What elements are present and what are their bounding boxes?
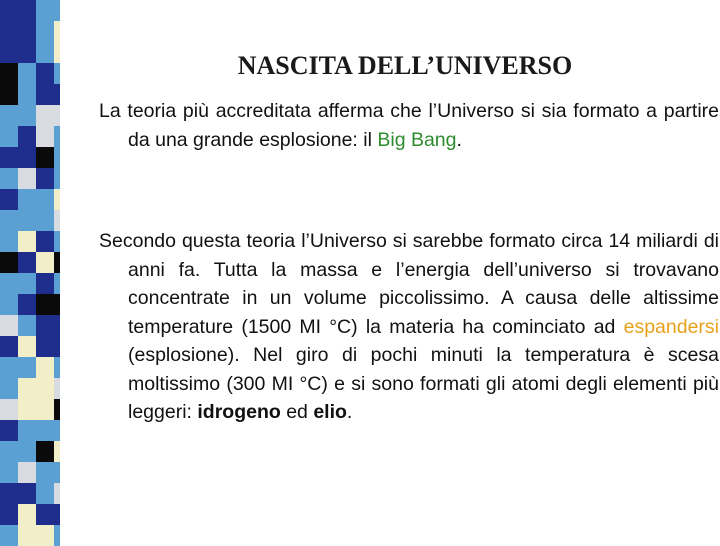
stripe-block: [36, 21, 54, 42]
paragraph2-end: .: [346, 401, 353, 423]
decorative-stripe: [0, 0, 70, 540]
stripe-block: [54, 105, 60, 126]
stripe-block: [36, 189, 54, 210]
stripe-block: [18, 357, 36, 378]
stripe-block: [54, 420, 60, 441]
stripe-block: [0, 0, 18, 21]
stripe-block: [18, 378, 36, 399]
stripe-block: [36, 483, 54, 504]
stripe-block: [18, 84, 36, 105]
stripe-block: [0, 315, 18, 336]
stripe-block: [0, 462, 18, 483]
stripe-block: [54, 21, 60, 42]
stripe-block: [18, 252, 36, 273]
stripe-block: [0, 189, 18, 210]
stripe-block: [0, 399, 18, 420]
stripe-block: [54, 63, 60, 84]
stripe-block: [0, 63, 18, 84]
espandersi-highlight: espandersi: [623, 315, 719, 338]
stripe-block: [0, 105, 18, 126]
stripe-block: [18, 210, 36, 231]
stripe-block: [36, 441, 54, 462]
stripe-block: [36, 462, 54, 483]
paragraph2-text-start: Secondo questa teoria l’Universo si sarebbe formato circa 14 miliardi di anni fa. Tutta la massa e l’energia dell’universo si trovavano concentrate in un volume piccolissimo. A causa delle altissime temperature (1500 MI °C) la materia ha cominciato ad: [99, 230, 719, 338]
stripe-block: [18, 315, 36, 336]
stripe-block: [18, 420, 36, 441]
stripe-block: [54, 42, 60, 63]
stripe-block: [36, 168, 54, 189]
stripe-block: [0, 504, 18, 525]
stripe-block: [36, 294, 54, 315]
stripe-block: [54, 399, 60, 420]
stripe-block: [0, 357, 18, 378]
stripe-block: [18, 336, 36, 357]
stripe-block: [18, 189, 36, 210]
stripe-block: [54, 483, 60, 504]
stripe-block: [36, 0, 54, 21]
stripe-block: [36, 126, 54, 147]
stripe-block: [54, 0, 60, 21]
stripe-block: [54, 147, 60, 168]
stripe-block: [54, 294, 60, 315]
conjunction-text: ed: [280, 401, 314, 423]
stripe-block: [36, 210, 54, 231]
stripe-block: [0, 525, 18, 546]
stripe-block: [54, 525, 60, 546]
stripe-block: [18, 441, 36, 462]
stripe-block: [36, 252, 54, 273]
stripe-block: [0, 168, 18, 189]
paragraph1-text: La teoria più accreditata afferma che l’Universo si sia formato a partire da una grande esplosione: il: [99, 100, 719, 151]
stripe-block: [54, 462, 60, 483]
stripe-block: [36, 336, 54, 357]
stripe-block: [0, 336, 18, 357]
stripe-block: [0, 378, 18, 399]
stripe-block: [18, 147, 36, 168]
stripe-block: [18, 126, 36, 147]
stripe-block: [54, 441, 60, 462]
stripe-block: [36, 420, 54, 441]
stripe-block: [18, 42, 36, 63]
stripe-block: [0, 147, 18, 168]
paragraph2-text-middle: (esplosione). Nel giro di pochi minuti la temperatura è scesa moltissimo (300 MI °C) e si sono formati gli atomi degli elementi più leggeri:: [128, 344, 719, 423]
stripe-block: [36, 105, 54, 126]
stripe-block: [18, 0, 36, 21]
stripe-block: [0, 294, 18, 315]
stripe-block: [0, 126, 18, 147]
stripe-block: [18, 483, 36, 504]
stripe-block: [54, 84, 60, 105]
stripe-block: [54, 357, 60, 378]
idrogeno-bold: idrogeno: [197, 401, 281, 423]
stripe-block: [54, 252, 60, 273]
stripe-block: [18, 504, 36, 525]
stripe-block: [36, 525, 54, 546]
stripe-block: [18, 399, 36, 420]
stripe-block: [18, 294, 36, 315]
stripe-block: [0, 231, 18, 252]
stripe-block: [54, 273, 60, 294]
stripe-block: [36, 84, 54, 105]
paragraph-big-bang: [99, 97, 719, 154]
stripe-block: [36, 504, 54, 525]
stripe-block: [18, 273, 36, 294]
stripe-block: [54, 378, 60, 399]
paragraph-formation: [99, 227, 719, 427]
stripe-block: [18, 462, 36, 483]
stripe-block: [0, 84, 18, 105]
stripe-block: [54, 231, 60, 252]
paragraph1-end: .: [456, 128, 462, 151]
big-bang-highlight: Big Bang: [377, 128, 457, 151]
stripe-block: [18, 63, 36, 84]
stripe-block: [54, 504, 60, 525]
stripe-block: [18, 21, 36, 42]
stripe-block: [36, 231, 54, 252]
stripe-block: [54, 189, 60, 210]
stripe-block: [0, 21, 18, 42]
stripe-block: [0, 42, 18, 63]
stripe-block: [18, 168, 36, 189]
slide-title: NASCITA DELL’UNIVERSO: [237, 51, 573, 80]
stripe-block: [54, 336, 60, 357]
stripe-block: [54, 168, 60, 189]
stripe-block: [54, 126, 60, 147]
stripe-block: [0, 210, 18, 231]
stripe-block: [36, 399, 54, 420]
stripe-block: [36, 63, 54, 84]
stripe-block: [54, 210, 60, 231]
stripe-block: [36, 357, 54, 378]
stripe-block: [0, 420, 18, 441]
stripe-block: [18, 231, 36, 252]
stripe-block: [54, 315, 60, 336]
elio-bold: elio: [313, 401, 347, 423]
stripe-block: [36, 147, 54, 168]
stripe-block: [36, 42, 54, 63]
stripe-block: [0, 252, 18, 273]
stripe-block: [36, 315, 54, 336]
stripe-block: [18, 525, 36, 546]
stripe-block: [36, 273, 54, 294]
stripe-block: [0, 441, 18, 462]
stripe-block: [18, 105, 36, 126]
stripe-block: [0, 483, 18, 504]
stripe-block: [36, 378, 54, 399]
stripe-block: [0, 273, 18, 294]
